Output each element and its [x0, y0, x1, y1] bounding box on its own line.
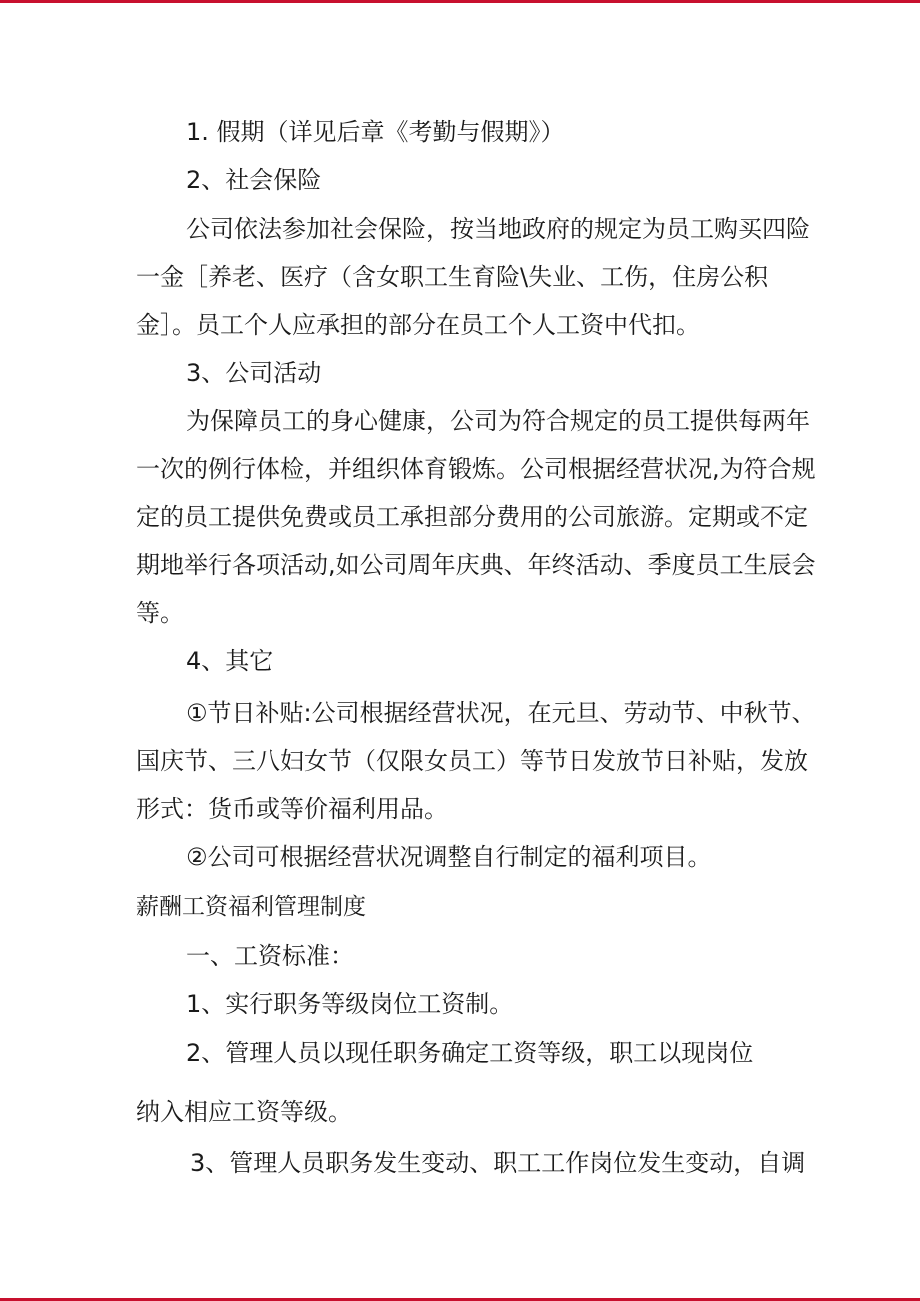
salary-item-1: 1、实行职务等级岗位工资制。 — [186, 990, 514, 1018]
holiday-subsidy-line-2: 国庆节、三八妇女节（仅限女员工）等节日发放节日补贴，发放 — [136, 747, 808, 775]
section-title: 薪酬工资福利管理制度 — [136, 894, 366, 920]
welfare-adjustment-line: ②公司可根据经营状况调整自行制定的福利项目。 — [186, 843, 712, 871]
social-insurance-paragraph-line-1: 公司依法参加社会保险，按当地政府的规定为员工购买四险 — [186, 215, 810, 243]
holiday-subsidy-line-1: ①节日补贴:公司根据经营状况，在元旦、劳动节、中秋节、 — [186, 699, 816, 727]
holiday-subsidy-line-3: 形式：货币或等价福利用品。 — [136, 795, 448, 823]
item-3-company-activities: 3、公司活动 — [186, 359, 322, 387]
salary-item-2-line-1: 2、管理人员以现任职务确定工资等级，职工以现岗位 — [186, 1039, 754, 1067]
heading-salary-standard: 一、工资标准： — [186, 942, 354, 970]
page-top-border — [0, 0, 920, 3]
item-2-social-insurance: 2、社会保险 — [186, 166, 322, 194]
salary-item-3-line-1: 3、管理人员职务发生变动、职工工作岗位发生变动，自调 — [190, 1149, 806, 1177]
activities-paragraph-line-3: 定的员工提供免费或员工承担部分费用的公司旅游。定期或不定 — [136, 503, 808, 531]
item-1-holidays: 1. 假期（详见后章《考勤与假期》） — [186, 118, 565, 146]
activities-paragraph-line-5: 等。 — [136, 599, 184, 627]
activities-paragraph-line-2: 一次的例行体检，并组织体育锻炼。公司根据经营状况,为符合规 — [136, 455, 816, 483]
activities-paragraph-line-1: 为保障员工的身心健康，公司为符合规定的员工提供每两年 — [186, 407, 810, 435]
social-insurance-paragraph-line-3: 金］。员工个人应承担的部分在员工个人工资中代扣。 — [136, 311, 700, 339]
activities-paragraph-line-4: 期地举行各项活动,如公司周年庆典、年终活动、季度员工生辰会 — [136, 551, 816, 579]
item-4-other: 4、其它 — [186, 647, 274, 675]
social-insurance-paragraph-line-2: 一金［养老、医疗（含女职工生育险\失业、工伤，住房公积 — [136, 263, 769, 291]
salary-item-2-line-2: 纳入相应工资等级。 — [136, 1098, 352, 1126]
